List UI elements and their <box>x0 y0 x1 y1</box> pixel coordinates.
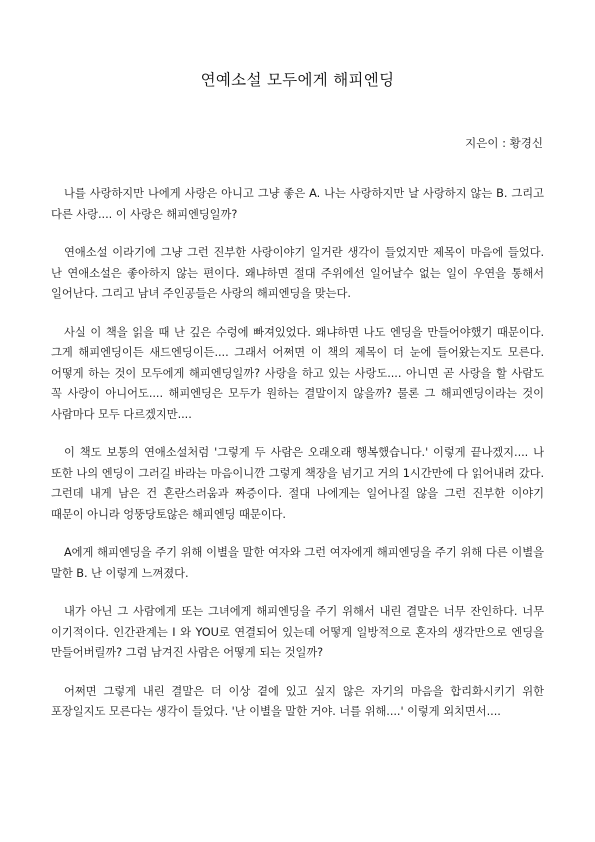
paragraph: 연애소설 이라기에 그냥 그런 진부한 사랑이야기 일거란 생각이 들었지만 제목이 마음에 들었다. 난 연애소설은 좋아하지 않는 편이다. 왜냐하면 절대 주위에선 일어날수 없는 일이 우연을 통해서 일어난다. 그리고 남녀 주인공들은 사랑의 해피엔딩을 맞는다. <box>51 246 544 300</box>
paragraph: 사실 이 책을 읽을 때 난 깊은 수렁에 빠져있었다. 왜냐하면 나도 엔딩을 만들어야했기 때문이다. 그게 해피엔딩이든 새드엔딩이든.... 그래서 어쩌면 이 책의 제목이 더 눈에 들어왔는지도 모른다. 어떻게 하는 것이 모두에게 해피엔딩일까? 사랑을 하고 있는 사랑도.... 아니면 곧 사랑을 할 사람도 꼭 사랑이 아니어도.... 해피엔딩은 모두가 원하는 결말이지 않을까? 물론 그 해피엔딩이라는 것이 사람마다 모두 다르겠지만.... <box>51 325 544 421</box>
document-body <box>51 184 544 741</box>
paragraph: 이 책도 보통의 연애소설처럼 '그렇게 두 사람은 오래오래 행복했습니다.' 이렇게 끝나겠지.... 나 또한 나의 엔딩이 그러길 바라는 마음이니깐 그렇게 책장을 넘기고 거의 1시간만에 다 읽어내려 갔다. 그런데 내게 남은 건 혼란스러움과 짜증이다. 절대 나에게는 일어나질 않을 그런 진부한 이야기 때문이 아니라 엉뚱당토않은 해피엔딩 때문이다. <box>51 446 544 521</box>
author-line: 지은이 : 황경신 <box>465 136 543 150</box>
document-title: 연예소설 모두에게 해피엔딩 <box>200 71 395 89</box>
paragraph: 나를 사랑하지만 나에게 사랑은 아니고 그냥 좋은 A. 나는 사랑하지만 날 사랑하지 않는 B. 그리고 다른 사랑.... 이 사랑은 해피엔딩일까? <box>51 187 544 221</box>
paragraph: 내가 아닌 그 사람에게 또는 그녀에게 해피엔딩을 주기 위해서 내린 결말은 너무 잔인하다. 너무 이기적이다. 인간관계는 I 와 YOU로 연결되어 있는데 어떻게 일방적으로 혼자의 생각만으로 엔딩을 만들어버릴까? 그럼 남겨진 사람은 어떻게 되는 것일까? <box>51 605 544 659</box>
paragraph: 어쩌면 그렇게 내린 결말은 더 이상 곁에 있고 싶지 않은 자기의 마음을 합리화시키기 위한 포장일지도 모른다는 생각이 들었다. '난 이별을 말한 거야. 너를 위해....' 이렇게 외치면서.... <box>51 684 544 718</box>
paragraph: A에게 해피엔딩을 주기 위해 이별을 말한 여자와 그런 여자에게 해피엔딩을 주기 위해 다른 이별을 말한 B. 난 이렇게 느껴졌다. <box>51 546 544 580</box>
